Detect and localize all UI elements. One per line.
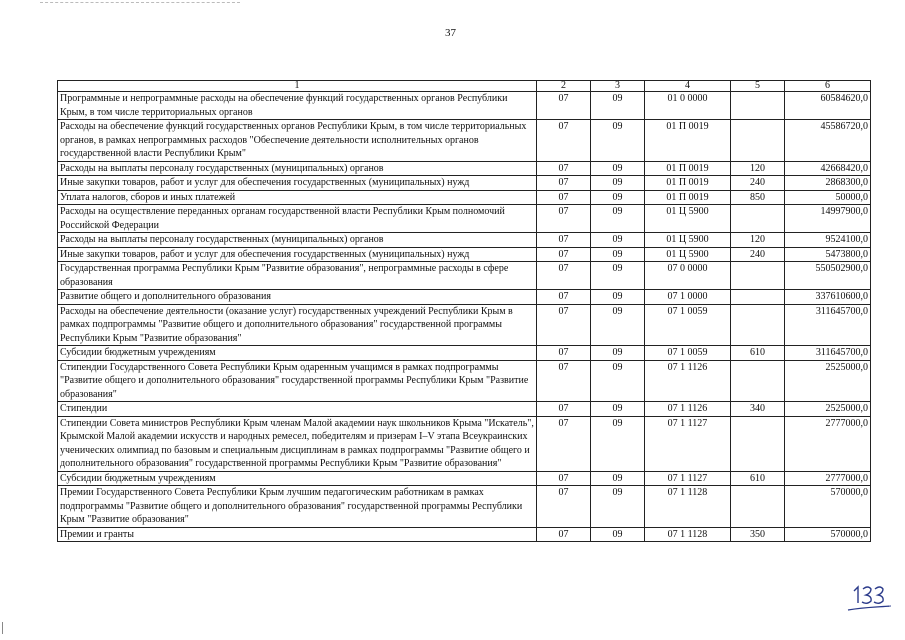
handwritten-page-number [846,584,892,612]
cell-amount: 311645700,0 [785,304,871,346]
cell-amount: 2525000,0 [785,360,871,402]
cell-name: Премии и гранты [58,527,537,542]
cell-subsection: 09 [591,92,645,120]
cell-name: Иные закупки товаров, работ и услуг для обеспечения государственных (муниципальных) нужд [58,247,537,262]
cell-expense-type: 240 [731,247,785,262]
cell-section: 07 [537,161,591,176]
cell-subsection: 09 [591,233,645,248]
table-row [58,92,871,120]
cell-amount: 45586720,0 [785,120,871,162]
cell-expense-type [731,304,785,346]
cell-amount: 570000,0 [785,527,871,542]
cell-section: 07 [537,346,591,361]
table-row [58,416,871,471]
cell-section: 07 [537,486,591,528]
cell-subsection: 09 [591,486,645,528]
cell-subsection: 09 [591,360,645,402]
cell-name: Расходы на осуществление переданных органам государственной власти Республики Крым полномочий Российской Федерации [58,205,537,233]
cell-target-article: 07 1 0059 [645,346,731,361]
cell-expense-type [731,290,785,305]
cell-section: 07 [537,176,591,191]
table-row [58,402,871,417]
cell-section: 07 [537,262,591,290]
cell-target-article: 01 Ц 5900 [645,247,731,262]
cell-subsection: 09 [591,262,645,290]
cell-subsection: 09 [591,176,645,191]
table-row [58,120,871,162]
cell-amount: 570000,0 [785,486,871,528]
cell-expense-type: 350 [731,527,785,542]
table-row [58,161,871,176]
table-row [58,205,871,233]
cell-subsection: 09 [591,304,645,346]
col-header-expense-type: 5 [731,81,785,92]
table-row [58,471,871,486]
budget-table [57,80,871,542]
cell-expense-type [731,205,785,233]
cell-section: 07 [537,360,591,402]
table-row [58,176,871,191]
cell-amount: 2868300,0 [785,176,871,191]
cell-target-article: 01 Ц 5900 [645,205,731,233]
cell-name: Расходы на выплаты персоналу государственных (муниципальных) органов [58,233,537,248]
cell-target-article: 07 1 0000 [645,290,731,305]
cell-subsection: 09 [591,247,645,262]
header-row [58,81,871,92]
cell-section: 07 [537,205,591,233]
cell-target-article: 07 1 1128 [645,527,731,542]
cell-expense-type [731,416,785,471]
table-row [58,262,871,290]
cell-name: Субсидии бюджетным учреждениям [58,471,537,486]
table-row [58,346,871,361]
cell-target-article: 07 1 0059 [645,304,731,346]
page-number: 37 [445,27,456,39]
cell-section: 07 [537,402,591,417]
cell-amount: 9524100,0 [785,233,871,248]
cell-subsection: 09 [591,161,645,176]
cell-amount: 2777000,0 [785,471,871,486]
cell-amount: 42668420,0 [785,161,871,176]
cell-amount: 2525000,0 [785,402,871,417]
cell-amount: 14997900,0 [785,205,871,233]
cell-target-article: 01 0 0000 [645,92,731,120]
table-row [58,527,871,542]
cell-section: 07 [537,92,591,120]
col-header-subsection: 3 [591,81,645,92]
table-row [58,247,871,262]
cell-subsection: 09 [591,120,645,162]
cell-amount: 5473800,0 [785,247,871,262]
scan-artifact-margin [2,622,3,634]
cell-amount: 60584620,0 [785,92,871,120]
cell-name: Стипендии [58,402,537,417]
cell-section: 07 [537,233,591,248]
cell-expense-type [731,486,785,528]
cell-section: 07 [537,290,591,305]
cell-subsection: 09 [591,346,645,361]
table-row [58,304,871,346]
cell-target-article: 07 1 1127 [645,416,731,471]
col-header-amount: 6 [785,81,871,92]
table-row [58,190,871,205]
cell-name: Уплата налогов, сборов и иных платежей [58,190,537,205]
cell-expense-type: 340 [731,402,785,417]
cell-subsection: 09 [591,190,645,205]
cell-amount: 550502900,0 [785,262,871,290]
cell-name: Государственная программа Республики Крым "Развитие образования", непрограммные расходы в сфере образования [58,262,537,290]
cell-name: Расходы на выплаты персоналу государственных (муниципальных) органов [58,161,537,176]
cell-name: Иные закупки товаров, работ и услуг для обеспечения государственных (муниципальных) нужд [58,176,537,191]
cell-subsection: 09 [591,205,645,233]
col-header-name: 1 [58,81,537,92]
cell-section: 07 [537,120,591,162]
cell-expense-type [731,92,785,120]
cell-subsection: 09 [591,471,645,486]
cell-name: Расходы на обеспечение функций государственных органов Республики Крым, в том числе территориальных органов, в рамках непрограммных расходов "Обеспечение деятельности исполнительных органов государственной власти Республики Крым" [58,120,537,162]
cell-name: Расходы на обеспечение деятельности (оказание услуг) государственных учреждений Республики Крым в рамках подпрограммы "Развитие общего и дополнительного образования" государственной программы Республики Крым "Развитие образования" [58,304,537,346]
cell-amount: 337610600,0 [785,290,871,305]
cell-amount: 311645700,0 [785,346,871,361]
cell-expense-type [731,360,785,402]
table-row [58,486,871,528]
cell-section: 07 [537,416,591,471]
cell-expense-type: 120 [731,233,785,248]
cell-expense-type: 610 [731,471,785,486]
cell-amount: 50000,0 [785,190,871,205]
cell-target-article: 07 1 1127 [645,471,731,486]
cell-section: 07 [537,190,591,205]
cell-expense-type: 610 [731,346,785,361]
cell-target-article: 01 П 0019 [645,120,731,162]
cell-name: Субсидии бюджетным учреждениям [58,346,537,361]
cell-expense-type [731,262,785,290]
cell-name: Стипендии Совета министров Республики Крым членам Малой академии наук школьников Крыма "Искатель", Крымской Малой академии искусств и народных ремесел, победителям и призерам I–V этапа Всеукраинских ученических олимпиад по базовым и специальным дисциплинам в рамках подпрограммы "Развитие общего и дополнительного образования" государственной программы Республики Крым "Развитие образования" [58,416,537,471]
table-row [58,360,871,402]
cell-section: 07 [537,304,591,346]
col-header-section: 2 [537,81,591,92]
cell-section: 07 [537,471,591,486]
cell-expense-type: 120 [731,161,785,176]
col-header-target: 4 [645,81,731,92]
cell-name: Программные и непрограммные расходы на обеспечение функций государственных органов Республики Крым, в том числе территориальных органов [58,92,537,120]
cell-target-article: 01 П 0019 [645,161,731,176]
cell-amount: 2777000,0 [785,416,871,471]
table-row [58,290,871,305]
cell-subsection: 09 [591,402,645,417]
cell-target-article: 07 0 0000 [645,262,731,290]
cell-target-article: 07 1 1128 [645,486,731,528]
scan-artifact [40,2,240,9]
cell-section: 07 [537,527,591,542]
cell-expense-type: 850 [731,190,785,205]
cell-target-article: 07 1 1126 [645,402,731,417]
cell-subsection: 09 [591,290,645,305]
cell-target-article: 01 Ц 5900 [645,233,731,248]
cell-section: 07 [537,247,591,262]
table-row [58,233,871,248]
cell-name: Стипендии Государственного Совета Республики Крым одаренным учащимся в рамках подпрограммы "Развитие общего и дополнительного образования" государственной программы Республики Крым "Развитие образования" [58,360,537,402]
cell-subsection: 09 [591,527,645,542]
cell-expense-type [731,120,785,162]
cell-name: Премии Государственного Совета Республики Крым лучшим педагогическим работникам в рамках подпрограммы "Развитие общего и дополнительного образования" государственной программы Республики Крым "Развитие образования" [58,486,537,528]
cell-target-article: 01 П 0019 [645,176,731,191]
cell-target-article: 01 П 0019 [645,190,731,205]
cell-expense-type: 240 [731,176,785,191]
cell-target-article: 07 1 1126 [645,360,731,402]
cell-name: Развитие общего и дополнительного образования [58,290,537,305]
cell-subsection: 09 [591,416,645,471]
